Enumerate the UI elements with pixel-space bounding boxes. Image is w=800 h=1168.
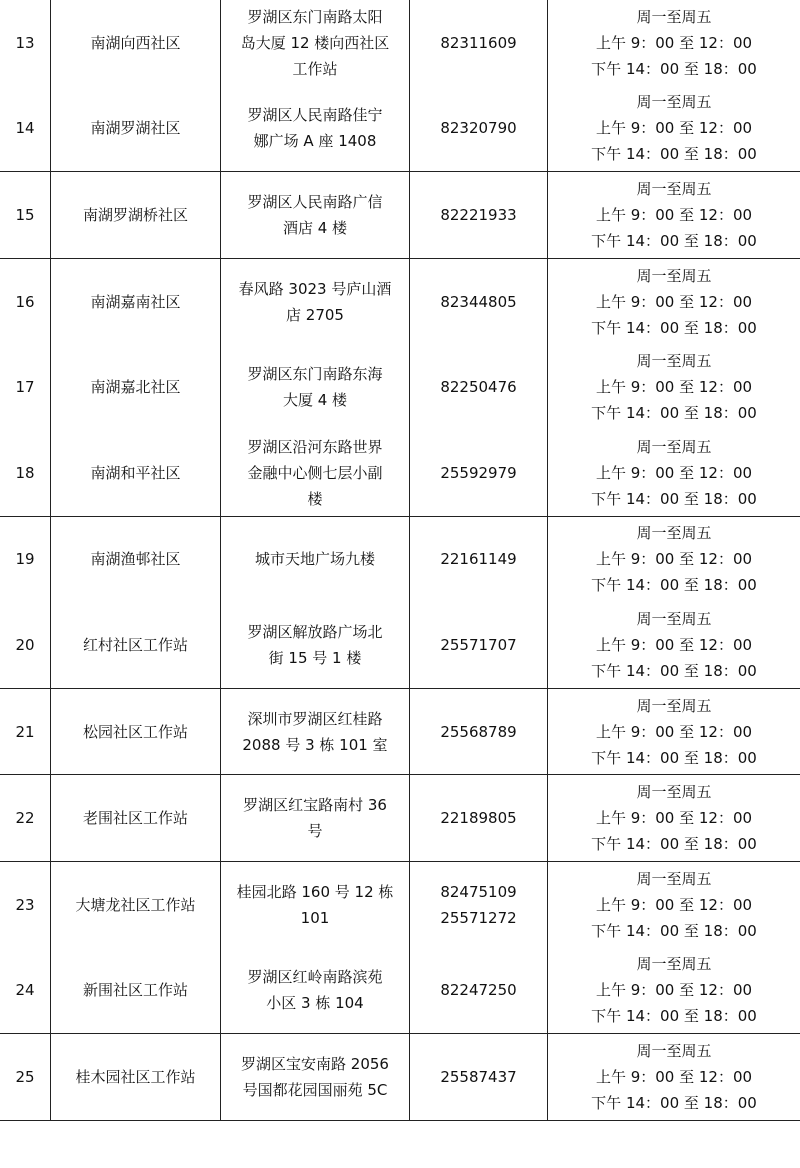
table-row (0, 86, 800, 172)
community-name: 南湖和平社区 (51, 430, 221, 516)
community-name: 南湖嘉北社区 (51, 344, 221, 430)
address-cell (221, 0, 410, 86)
hours-days: 周一至周五 (636, 696, 712, 715)
phone-number: 82311609 (410, 0, 548, 86)
office-hours (548, 948, 800, 1034)
office-hours (548, 688, 800, 775)
office-hours (548, 172, 800, 259)
hours-days: 周一至周五 (636, 179, 712, 198)
hours-days: 周一至周五 (636, 352, 712, 371)
row-number: 22 (0, 775, 51, 862)
phone-number: 82475109 (440, 882, 517, 901)
row-number: 13 (0, 0, 51, 86)
phone-number: 22189805 (410, 775, 548, 862)
address-cell (221, 172, 410, 259)
address-line: 街 15 号 1 楼 (268, 648, 362, 667)
row-number: 18 (0, 430, 51, 516)
hours-days: 周一至周五 (636, 783, 712, 802)
phone-number: 82320790 (410, 86, 548, 172)
address-line: 岛大厦 12 楼向西社区 (240, 33, 390, 52)
address-line: 罗湖区沿河东路世界 (247, 437, 383, 456)
row-number: 25 (0, 1034, 51, 1121)
hours-morning: 上午 9：00 至 12：00 (595, 292, 753, 311)
table-row (0, 172, 800, 259)
hours-morning: 上午 9：00 至 12：00 (595, 635, 753, 654)
row-number: 16 (0, 258, 51, 344)
address-line: 金融中心侧七层小副 (247, 463, 383, 482)
community-name: 南湖向西社区 (51, 0, 221, 86)
address-line: 酒店 4 楼 (282, 218, 348, 237)
table-row (0, 516, 800, 602)
office-hours (548, 0, 800, 86)
address-cell (221, 86, 410, 172)
table-row (0, 861, 800, 947)
hours-days: 周一至周五 (636, 955, 712, 974)
table-row (0, 0, 800, 86)
hours-morning: 上午 9：00 至 12：00 (595, 119, 753, 138)
hours-afternoon: 下午 14：00 至 18：00 (591, 576, 757, 595)
phone-cell (410, 861, 548, 947)
hours-afternoon: 下午 14：00 至 18：00 (591, 489, 757, 508)
address-line: 深圳市罗湖区红桂路 (247, 709, 383, 728)
hours-days: 周一至周五 (636, 93, 712, 112)
address-line: 罗湖区人民南路广信 (247, 192, 383, 211)
community-name: 南湖罗湖社区 (51, 86, 221, 172)
community-name: 南湖罗湖桥社区 (51, 172, 221, 259)
community-name: 南湖渔邨社区 (51, 516, 221, 602)
hours-afternoon: 下午 14：00 至 18：00 (591, 661, 757, 680)
community-name: 老围社区工作站 (51, 775, 221, 862)
hours-afternoon: 下午 14：00 至 18：00 (591, 748, 757, 767)
address-line: 2088 号 3 栋 101 室 (242, 735, 388, 754)
table-row (0, 344, 800, 430)
phone-number: 82247250 (410, 948, 548, 1034)
office-hours (548, 258, 800, 344)
row-number: 24 (0, 948, 51, 1034)
office-hours (548, 1034, 800, 1121)
row-number: 14 (0, 86, 51, 172)
address-cell (221, 344, 410, 430)
address-line: 城市天地广场九楼 (254, 550, 375, 569)
table-row (0, 775, 800, 862)
address-line: 罗湖区红宝路南村 36 (243, 796, 387, 815)
hours-morning: 上午 9：00 至 12：00 (595, 550, 753, 569)
hours-afternoon: 下午 14：00 至 18：00 (591, 1093, 757, 1112)
hours-days: 周一至周五 (636, 266, 712, 285)
hours-afternoon: 下午 14：00 至 18：00 (591, 1007, 757, 1026)
community-name: 松园社区工作站 (51, 688, 221, 775)
hours-days: 周一至周五 (636, 1041, 712, 1060)
phone-number: 25568789 (410, 688, 548, 775)
row-number: 15 (0, 172, 51, 259)
office-hours (548, 516, 800, 602)
address-cell (221, 430, 410, 516)
hours-afternoon: 下午 14：00 至 18：00 (591, 835, 757, 854)
address-line: 店 2705 (286, 305, 344, 324)
hours-morning: 上午 9：00 至 12：00 (595, 1067, 753, 1086)
hours-afternoon: 下午 14：00 至 18：00 (591, 59, 757, 78)
address-line: 娜广场 A 座 1408 (253, 132, 377, 151)
phone-number: 82221933 (410, 172, 548, 259)
row-number: 17 (0, 344, 51, 430)
address-line: 春风路 3023 号庐山酒 (238, 279, 392, 298)
hours-morning: 上午 9：00 至 12：00 (595, 205, 753, 224)
office-hours (548, 602, 800, 688)
office-hours (548, 86, 800, 172)
office-hours (548, 861, 800, 947)
phone-number: 82250476 (410, 344, 548, 430)
address-line: 工作站 (292, 59, 338, 78)
row-number: 23 (0, 861, 51, 947)
table-row (0, 948, 800, 1034)
phone-number: 82344805 (410, 258, 548, 344)
row-number: 20 (0, 602, 51, 688)
address-line: 罗湖区解放路广场北 (247, 622, 383, 641)
address-line: 罗湖区东门南路东海 (247, 365, 383, 384)
table-row (0, 430, 800, 516)
hours-afternoon: 下午 14：00 至 18：00 (591, 318, 757, 337)
hours-days: 周一至周五 (636, 524, 712, 543)
hours-days: 周一至周五 (636, 609, 712, 628)
address-line: 罗湖区人民南路佳宁 (247, 106, 383, 125)
address-line: 楼 (307, 489, 323, 508)
row-number: 21 (0, 688, 51, 775)
address-line: 桂园北路 160 号 12 栋 (236, 882, 394, 901)
phone-number: 25592979 (410, 430, 548, 516)
address-line: 罗湖区宝安南路 2056 (241, 1054, 389, 1073)
address-cell (221, 688, 410, 775)
community-name: 新围社区工作站 (51, 948, 221, 1034)
address-line: 号 (307, 822, 323, 841)
hours-morning: 上午 9：00 至 12：00 (595, 981, 753, 1000)
row-number: 19 (0, 516, 51, 602)
address-cell (221, 1034, 410, 1121)
address-line: 号国都花园国丽苑 5C (242, 1080, 388, 1099)
community-name: 桂木园社区工作站 (51, 1034, 221, 1121)
phone-number: 25587437 (410, 1034, 548, 1121)
address-line: 小区 3 栋 104 (266, 994, 364, 1013)
phone-number: 25571707 (410, 602, 548, 688)
phone-number: 22161149 (410, 516, 548, 602)
hours-days: 周一至周五 (636, 7, 712, 26)
address-line: 罗湖区东门南路太阳 (247, 7, 383, 26)
address-cell (221, 258, 410, 344)
hours-morning: 上午 9：00 至 12：00 (595, 378, 753, 397)
hours-days: 周一至周五 (636, 869, 712, 888)
community-name: 红村社区工作站 (51, 602, 221, 688)
address-line: 101 (300, 908, 330, 927)
hours-afternoon: 下午 14：00 至 18：00 (591, 145, 757, 164)
address-cell (221, 948, 410, 1034)
table-row (0, 1034, 800, 1121)
address-cell (221, 602, 410, 688)
address-cell (221, 516, 410, 602)
address-cell (221, 775, 410, 862)
address-line: 罗湖区红岭南路滨苑 (247, 968, 383, 987)
office-hours (548, 775, 800, 862)
table-row (0, 688, 800, 775)
phone-number: 25571272 (440, 908, 517, 927)
hours-morning: 上午 9：00 至 12：00 (595, 33, 753, 52)
table-row (0, 258, 800, 344)
table-row (0, 602, 800, 688)
hours-morning: 上午 9：00 至 12：00 (595, 463, 753, 482)
office-hours (548, 344, 800, 430)
hours-days: 周一至周五 (636, 437, 712, 456)
hours-afternoon: 下午 14：00 至 18：00 (591, 921, 757, 940)
community-name: 大塘龙社区工作站 (51, 861, 221, 947)
hours-morning: 上午 9：00 至 12：00 (595, 895, 753, 914)
office-hours (548, 430, 800, 516)
community-name: 南湖嘉南社区 (51, 258, 221, 344)
hours-afternoon: 下午 14：00 至 18：00 (591, 404, 757, 423)
hours-afternoon: 下午 14：00 至 18：00 (591, 231, 757, 250)
address-cell (221, 861, 410, 947)
hours-morning: 上午 9：00 至 12：00 (595, 809, 753, 828)
address-line: 大厦 4 楼 (282, 391, 348, 410)
hours-morning: 上午 9：00 至 12：00 (595, 722, 753, 741)
